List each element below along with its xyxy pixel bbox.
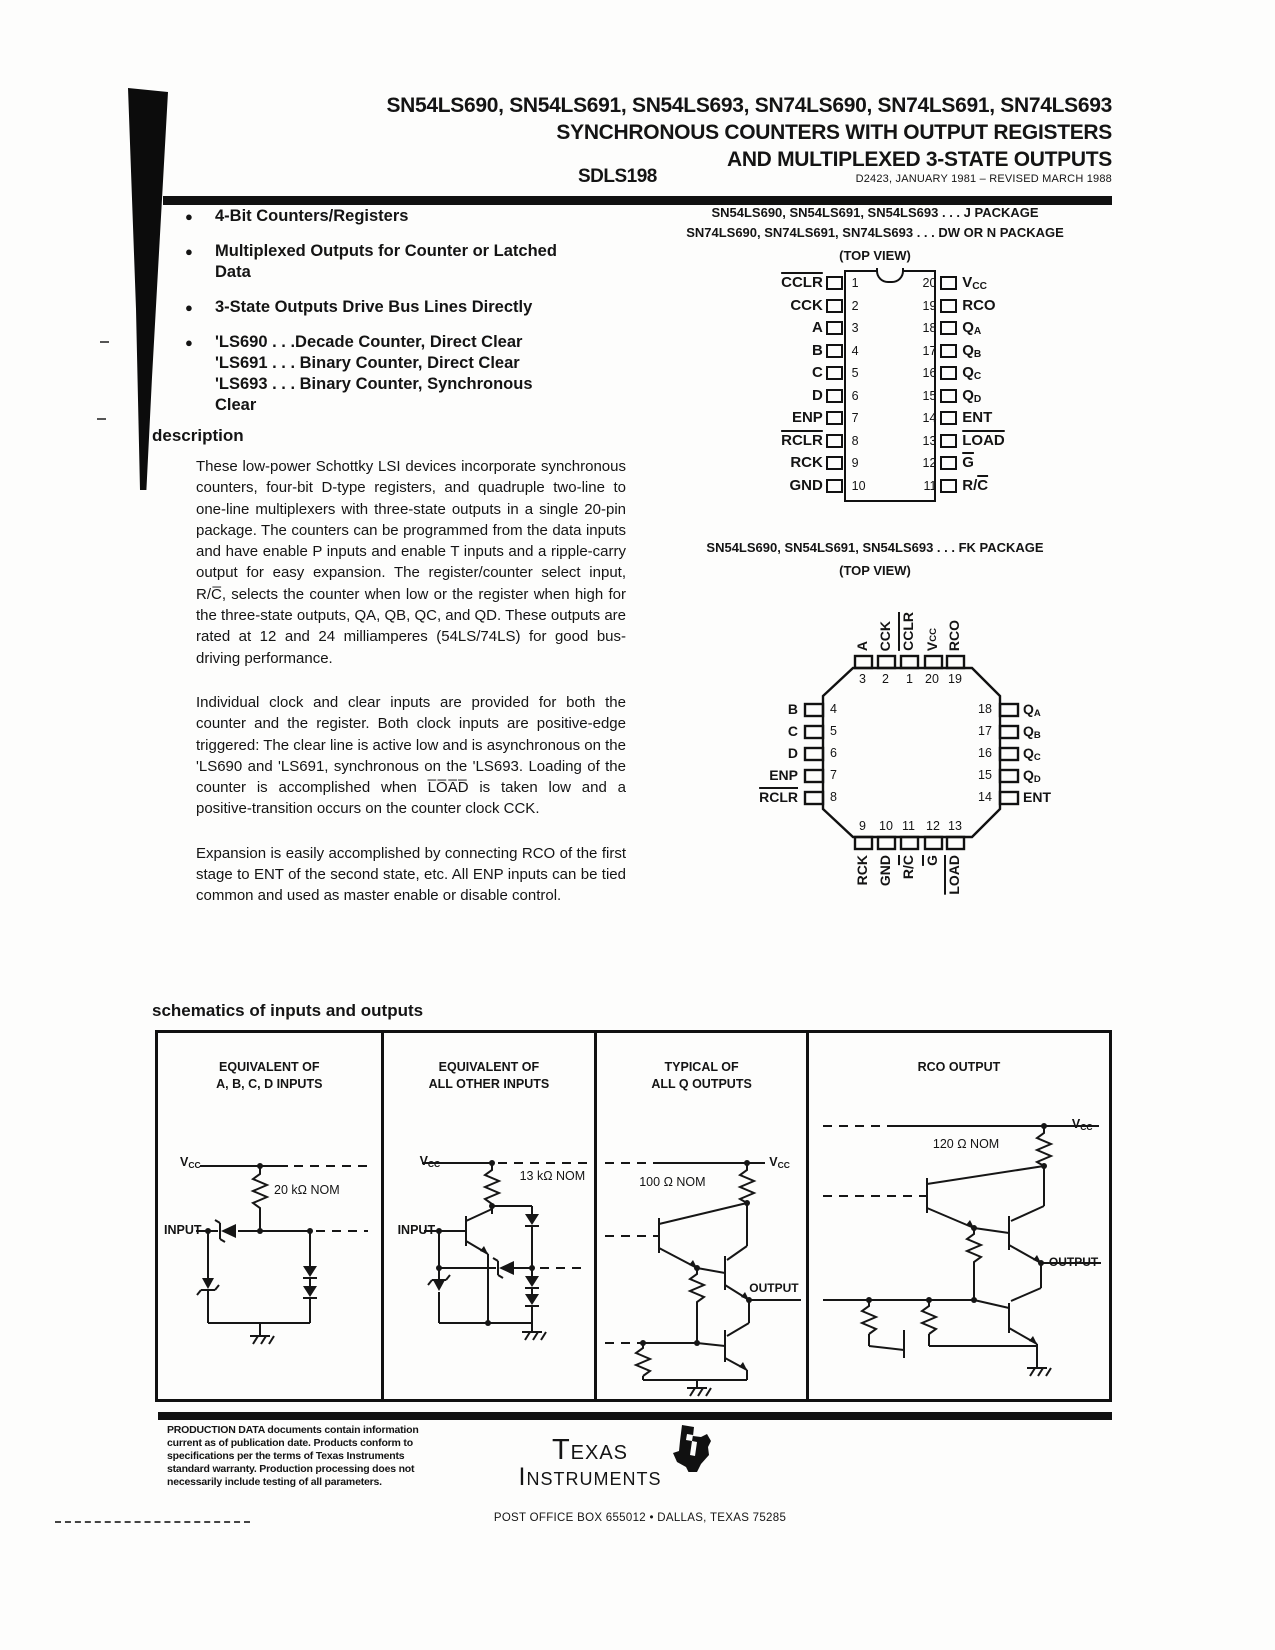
- feature-item: [185, 206, 635, 227]
- pin-label-right: $R/\overline{C}$: [962, 476, 989, 494]
- fk-package-diagram: [740, 585, 1130, 930]
- pin-number-left: 6: [851, 388, 859, 403]
- pin-number-right: 18: [922, 321, 937, 336]
- feature-text: 'LS691 . . . Binary Counter, Direct Clear: [215, 354, 520, 372]
- panel-title: EQUIVALENT OF ALL OTHER INPUTS: [428, 1060, 550, 1091]
- fk-pin-number: 10: [879, 819, 893, 833]
- fk-pin-label: CCLR: [900, 612, 916, 651]
- schematics-heading: schematics of inputs and outputs: [152, 1001, 424, 1020]
- feature-item: [185, 241, 635, 283]
- fk-pin-label: QB: [1023, 723, 1041, 742]
- pin-label-left: CCK: [790, 296, 823, 314]
- pin-number-left: 5: [851, 366, 859, 381]
- fk-pin-label: C: [787, 723, 798, 739]
- fk-package-topview-label: (TOP VIEW): [839, 563, 911, 578]
- feature-text: Multiplexed Outputs for Counter or Latched: [215, 242, 557, 260]
- bullet-icon: ●: [185, 209, 193, 224]
- scan-speck-artifact: [100, 341, 109, 343]
- production-data-line: specifications per the terms of Texas Instruments: [167, 1450, 405, 1462]
- dip-pin-row: [740, 430, 1120, 453]
- pin-number-left: 2: [851, 298, 859, 313]
- vcc-label: VCC: [180, 1155, 201, 1170]
- pin-number-right: 19: [922, 298, 937, 313]
- pin-left: [826, 411, 843, 425]
- production-data-line: standard warranty. Production processing does not: [167, 1463, 415, 1475]
- vcc-label: VCC: [419, 1154, 441, 1169]
- pin-label-right: QD: [962, 386, 982, 405]
- pin-right: [940, 366, 957, 380]
- pin-label-left: RCK: [790, 454, 823, 472]
- bullet-icon: ●: [185, 300, 193, 315]
- output-label: OUTPUT: [1048, 1255, 1099, 1269]
- fk-pin-label: QD: [1023, 767, 1041, 786]
- production-data-line: current as of publication date. Products conform to: [167, 1437, 413, 1449]
- ti-logo-instruments: Instruments: [518, 1463, 662, 1491]
- vcc-label: VCC: [1071, 1117, 1093, 1132]
- pin-left: [826, 276, 843, 290]
- fk-pin-number: 17: [978, 724, 992, 738]
- pin-right: [940, 344, 957, 358]
- fk-pin-label: ENT: [1023, 789, 1051, 805]
- description-paragraph-1: These low-power Schottky LSI devices incorporate synchronous counters, four-bit D-type registers, and quadruple two-line to one-line multiplexers with three-state outputs in a single 20-pin package. The counters can be programmed from the data inputs and have enable P inputs and enable T inputs and a ripple-carry output for easy expansion. The register/counter select input, R/C̅, selects the counter when low or the register when high for the three-state outputs, QA, QB, QC, and QD. These outputs are rated at 12 and 24 milliamperes (54LS/74LS) for good bus-driving performance.: [196, 458, 626, 667]
- pin-right: [940, 434, 957, 448]
- output-label: OUTPUT: [749, 1281, 799, 1295]
- title-line-2: SYNCHRONOUS COUNTERS WITH OUTPUT REGISTERS: [556, 121, 1112, 144]
- panel-title: EQUIVALENT OF A, B, C, D INPUTS: [216, 1060, 323, 1091]
- pin-right: [940, 411, 957, 425]
- fk-pin-number: 13: [948, 819, 962, 833]
- fk-pin-number: 6: [830, 746, 837, 760]
- pin-number-left: 3: [851, 321, 859, 336]
- pin-left: [826, 479, 843, 493]
- fk-pin-label: D: [787, 745, 798, 761]
- dip-pin-row: [740, 452, 1120, 475]
- description-paragraph-3: Expansion is easily accomplished by connecting RCO of the first stage to ENT of the second state, etc. All ENP inputs can be tied common and used as master enable or disable control.: [196, 844, 626, 905]
- fk-pin-number: 3: [859, 672, 866, 686]
- dip-pin-row: [740, 340, 1120, 363]
- description-body: [196, 456, 626, 930]
- fk-pin-label: RCK: [854, 855, 870, 886]
- schematic-panel-q-outputs: [597, 1033, 809, 1399]
- fk-package-heading-line1: SN54LS690, SN54LS691, SN54LS693 . . . FK PACKAGE: [706, 540, 1044, 555]
- fk-pin-number: 8: [830, 790, 837, 804]
- feature-text: 3-State Outputs Drive Bus Lines Directly: [215, 298, 533, 316]
- pin-label-left: ENP: [791, 409, 823, 427]
- fk-pin-number: 18: [978, 702, 992, 716]
- pin-left: [826, 434, 843, 448]
- pin-number-right: 14: [922, 411, 937, 426]
- pin-right: [940, 299, 957, 313]
- schematic-panel-abcd-inputs: [158, 1033, 384, 1399]
- title-line-1: SN54LS690, SN54LS691, SN54LS693, SN74LS690, SN74LS691, SN74LS693: [386, 94, 1112, 117]
- fk-pin-number: 19: [948, 672, 962, 686]
- production-data-line: PRODUCTION DATA documents contain information: [167, 1424, 419, 1436]
- dip-pin-rows: [740, 272, 1120, 497]
- feature-text: 'LS690 . . .Decade Counter, Direct Clear: [215, 333, 523, 351]
- bullet-icon: ●: [185, 335, 193, 350]
- fk-pin-label: CCK: [877, 620, 893, 651]
- resistor-value-label: 120 Ω NOM: [932, 1137, 1000, 1151]
- resistor-value-label: 100 Ω NOM: [639, 1175, 706, 1189]
- fk-pin-label: A: [854, 640, 870, 651]
- texas-state-icon: [668, 1424, 712, 1472]
- pin-label-left: GND: [789, 476, 823, 494]
- dip-pin-row: [740, 385, 1120, 408]
- pin-label-left: B: [811, 341, 823, 359]
- fk-pin-number: 9: [859, 819, 866, 833]
- scan-line-artifact: [55, 1521, 250, 1523]
- pin-label-left: D: [811, 386, 823, 404]
- pin-number-left: 7: [851, 411, 859, 426]
- fk-pin-label: R/C: [900, 855, 916, 880]
- pin-left: [826, 366, 843, 380]
- document-code: SDLS198: [578, 166, 657, 187]
- pin-number-right: 20: [922, 276, 937, 291]
- pin-number-right: 13: [922, 433, 937, 448]
- scan-speck-artifact: [97, 418, 106, 420]
- revision-date: D2423, JANUARY 1981 – REVISED MARCH 1988: [855, 173, 1112, 185]
- schematic-panel-rco-output: [809, 1033, 1109, 1399]
- pin-label-right: QC: [962, 364, 982, 383]
- pin-right: [940, 321, 957, 335]
- pin-label-right: ENT: [962, 409, 993, 427]
- fk-pin-number: 2: [882, 672, 889, 686]
- fk-pin-label: ENP: [769, 767, 798, 783]
- ti-address: POST OFFICE BOX 655012 • DALLAS, TEXAS 75285: [493, 1512, 787, 1524]
- input-equivalent-schematic: [384, 1118, 596, 1368]
- pin-number-left: 10: [851, 478, 866, 493]
- dip-pin-row: [740, 362, 1120, 385]
- dip-pin-row: [740, 407, 1120, 430]
- pin-number-right: 17: [922, 343, 937, 358]
- dip-pin-row: [740, 317, 1120, 340]
- page-title: [386, 92, 1112, 173]
- dip-package-diagram: [740, 264, 1120, 510]
- schematic-panel-other-inputs: [384, 1033, 598, 1399]
- panel-title: RCO OUTPUT: [917, 1060, 1001, 1074]
- pin-number-right: 15: [922, 388, 937, 403]
- fk-pin-number: 7: [830, 768, 837, 782]
- footer-rule: [158, 1412, 1112, 1420]
- fk-pin-label: RCLR: [759, 789, 798, 805]
- bullet-icon: ●: [185, 244, 193, 259]
- resistor-value-label: 20 kΩ NOM: [274, 1183, 340, 1197]
- pin-number-right: 11: [923, 478, 937, 493]
- j-package-heading-line1: SN54LS690, SN54LS691, SN54LS693 . . . J PACKAGE: [711, 205, 1039, 220]
- dip-pin-row: [740, 272, 1120, 295]
- description-heading: description: [152, 426, 244, 445]
- pin-label-right: RCO: [962, 296, 996, 314]
- feature-text: Data: [215, 263, 251, 281]
- description-paragraph-2: Individual clock and clear inputs are provided for both the counter and the register. Both clock inputs are positive-edge triggered: The clear line is active low and is asynchronous on the 'LS690 and 'LS691, synchronous on the 'LS693. Loading of the counter is accomplished when L̅O̅A̅D̅ is taken low and a positive-transition occurs on the counter clock CCK.: [196, 693, 626, 818]
- pin-right: [940, 456, 957, 470]
- feature-list: [185, 206, 635, 430]
- pin-label-right: $\overline{G}$: [962, 454, 974, 472]
- pin-number-right: 12: [922, 456, 937, 471]
- fk-pin-number: 20: [925, 672, 939, 686]
- feature-text: Clear: [215, 396, 257, 414]
- pin-number-left: 4: [851, 343, 859, 358]
- feature-item: [185, 332, 635, 416]
- pin-label-right: VCC: [962, 274, 987, 293]
- pin-label-right: QA: [962, 319, 982, 338]
- title-line-3: AND MULTIPLEXED 3-STATE OUTPUTS: [726, 148, 1112, 171]
- fk-pin-label: VCC: [924, 627, 940, 651]
- fk-pin-label: GND: [877, 855, 893, 887]
- resistor-value-label: 13 kΩ NOM: [519, 1169, 586, 1183]
- pin-number-left: 9: [851, 456, 859, 471]
- pin-right: [940, 479, 957, 493]
- feature-text: 'LS693 . . . Binary Counter, Synchronous: [215, 375, 533, 393]
- j-package-topview-label: (TOP VIEW): [839, 248, 911, 263]
- pin-number-left: 1: [851, 276, 859, 291]
- rco-output-schematic: [809, 1078, 1109, 1398]
- schematics-table: [155, 1030, 1112, 1402]
- pin-right: [940, 276, 957, 290]
- production-data-line: necessarily include testing of all parameters.: [167, 1476, 382, 1488]
- pin-label-right: QB: [962, 341, 982, 360]
- pin-label-right: LOAD: [962, 431, 1005, 449]
- j-package-heading-line2: SN74LS690, SN74LS691, SN74LS693 . . . DW OR N PACKAGE: [686, 225, 1064, 240]
- pin-label-left: C: [811, 364, 823, 382]
- pin-left: [826, 344, 843, 358]
- fk-pin-label: LOAD: [946, 855, 962, 895]
- pin-left: [826, 456, 843, 470]
- fk-pin-number: 14: [978, 790, 992, 804]
- vcc-label: VCC: [769, 1155, 790, 1170]
- fk-pin-number: 4: [830, 702, 837, 716]
- dip-pin-row: [740, 475, 1120, 498]
- fk-package-heading: [636, 538, 1114, 581]
- fk-pin-label: QC: [1023, 745, 1041, 764]
- feature-item: [185, 297, 635, 318]
- panel-title: TYPICAL OF ALL Q OUTPUTS: [651, 1060, 752, 1091]
- pin-number-left: 8: [851, 433, 859, 448]
- j-package-heading: [636, 203, 1114, 266]
- fk-pin-number: 5: [830, 724, 837, 738]
- input-label: INPUT: [164, 1223, 202, 1237]
- fk-pin-number: 15: [978, 768, 992, 782]
- input-label: INPUT: [397, 1223, 436, 1237]
- ti-logo-texas: Texas: [551, 1434, 629, 1466]
- pin-label-left: RCLR: [781, 431, 823, 449]
- pin-left: [826, 299, 843, 313]
- feature-text: 4-Bit Counters/Registers: [215, 207, 409, 225]
- dip-pin-row: [740, 295, 1120, 318]
- fk-pin-label: B: [787, 701, 798, 717]
- pin-number-right: 16: [922, 366, 937, 381]
- pin-label-left: CCLR: [781, 274, 823, 292]
- pin-label-left: A: [811, 319, 823, 337]
- production-data-notice: [167, 1424, 497, 1489]
- fk-pin-number: 12: [926, 819, 940, 833]
- fk-pin-label: RCO: [946, 619, 962, 651]
- fk-pin-label: G: [924, 855, 940, 866]
- fk-pin-label: QA: [1023, 701, 1041, 720]
- pin-right: [940, 389, 957, 403]
- fk-pin-number: 1: [906, 672, 913, 686]
- pin-left: [826, 321, 843, 335]
- pin-left: [826, 389, 843, 403]
- fk-pin-number: 11: [902, 819, 915, 833]
- fk-pin-number: 16: [978, 746, 992, 760]
